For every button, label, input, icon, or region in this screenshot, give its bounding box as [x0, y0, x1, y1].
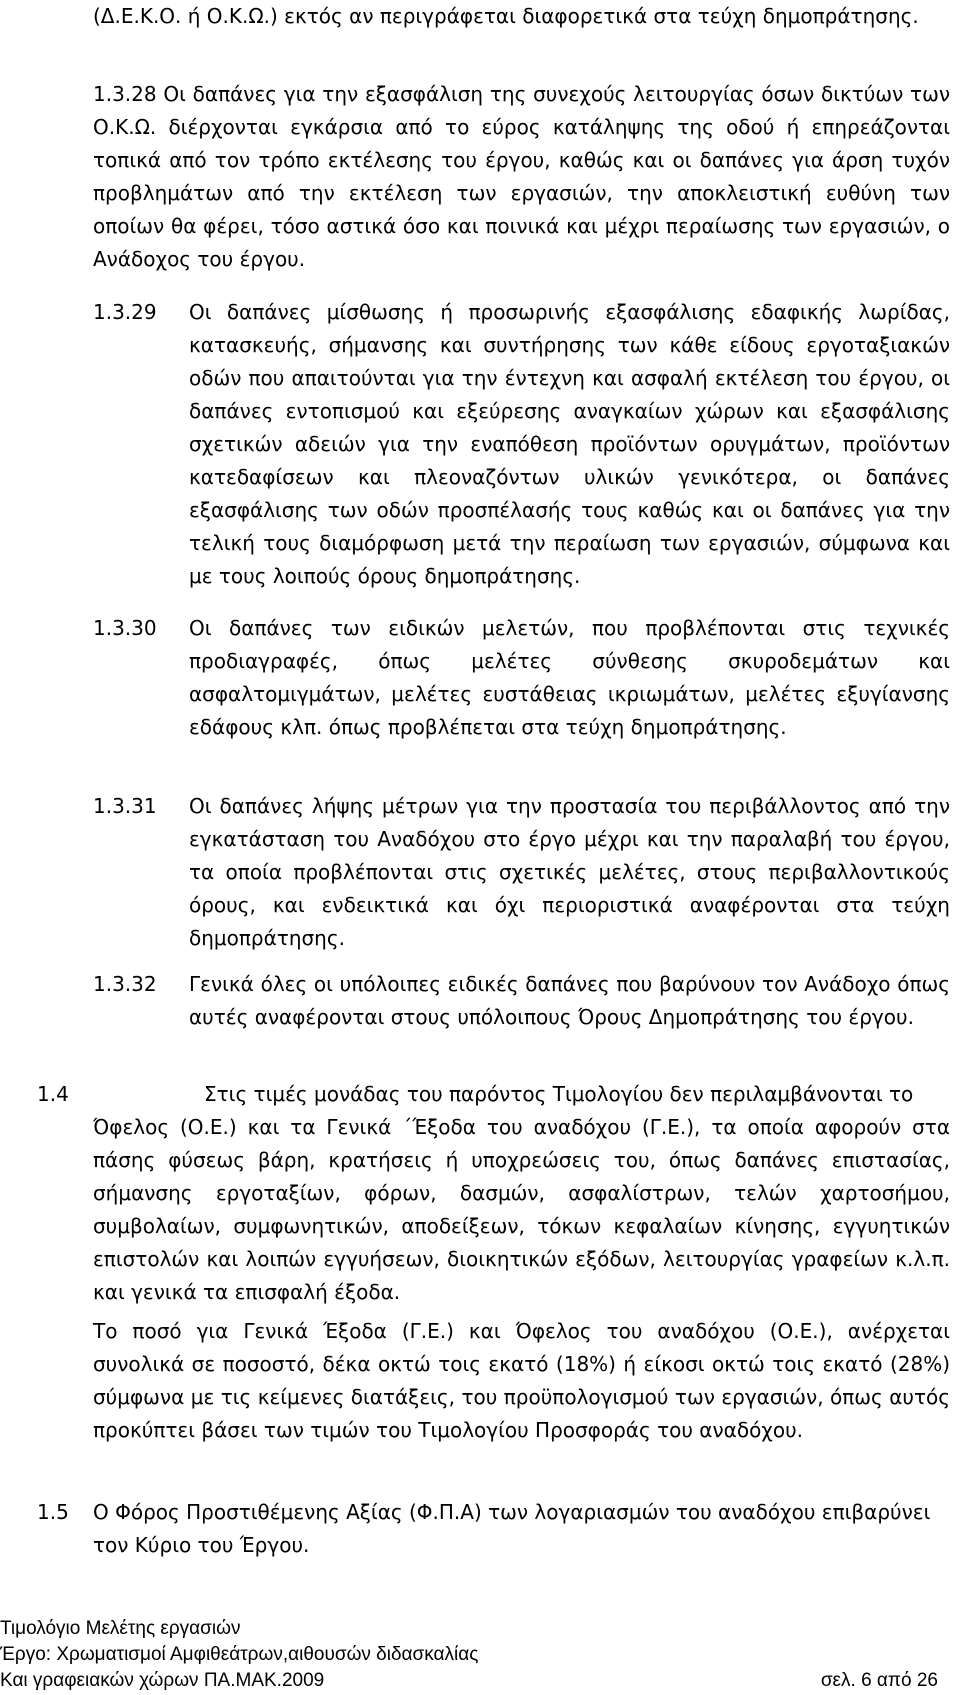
footer-line-3: Και γραφειακών χώρων ΠΑ.ΜΑΚ.2009: [0, 1670, 325, 1691]
intro-paragraph: [93, 0, 950, 33]
item-1-4-body: [93, 1111, 950, 1309]
section-number: 1.3.29: [93, 300, 157, 324]
page-number: σελ. 6 από 26: [820, 1670, 938, 1691]
section-text: Γενικά όλες οι υπόλοιπες ειδικές δαπάνες που βαρύνουν τον Ανάδοχο όπως αυτές αναφέρονται στους υπόλοιπους Όρους Δημοπράτησης του έργου.: [189, 972, 950, 1029]
section-text: Οι δαπάνες μίσθωσης ή προσωρινής εξασφάλισης εδαφικής λωρίδας, κατασκευής, σήμανσης και συντήρησης των κάθε είδους εργοταξιακών οδών που απαιτούνται για την έντεχνη και ασφαλή εκτέλεση του έργου, οι δαπάνες εντοπισμού και εξεύρεσης αναγκαίων χώρων και εξασφάλισης σχετικών αδειών για την εναπόθεση προϊόντων ορυγμάτων, προϊόντων κατεδαφίσεων και πλεοναζόντων υλικών γενικότερα, οι δαπάνες εξασφάλισης των οδών προσπέλασής τους καθώς και οι δαπάνες για την τελική τους διαμόρφωση μετά την περαίωση των εργασιών, σύμφωνα και με τους λοιπούς όρους δημοπράτησης.: [189, 300, 950, 588]
item-1-4-text: Όφελος (Ο.Ε.) και τα Γενικά ΄Έξοδα του αναδόχου (Γ.Ε.), τα οποία αφορούν στα πάσης φύσεως βάρη, κρατήσεις ή υποχρεώσεις του, όπως δαπάνες επιστασίας, σήμανσης εργοταξίων, φόρων, δασμών, ασφαλίστρων, τελών χαρτοσήμου, συμβολαίων, συμφωνητικών, αποδείξεων, τόκων κεφαλαίων κίνησης, εγγυητικών επιστολών και λοιπών εγγυήσεων, διοικητικών εξόδων, λειτουργίας γραφείων κ.λ.π. και γενικά τα επισφαλή έξοδα.: [93, 1115, 950, 1304]
section-1-3-28: [93, 78, 950, 276]
item-1-5-text: Ο Φόρος Προστιθέμενης Αξίας (Φ.Π.Α) των λογαριασμών του αναδόχου επιβαρύνει τον Κύριο του Έργου.: [93, 1500, 931, 1557]
item-number: 1.5: [37, 1500, 69, 1524]
section-number: 1.3.30: [93, 616, 157, 640]
intro-text: (Δ.Ε.Κ.Ο. ή Ο.Κ.Ω.) εκτός αν περιγράφεται διαφορετικά στα τεύχη δημοπράτησης.: [93, 4, 919, 28]
section-1-3-32: [189, 968, 950, 1034]
item-1-4-text-2: Το ποσό για Γενικά Έξοδα (Γ.Ε.) και Όφελος του αναδόχου (Ο.Ε.), ανέρχεται συνολικά σε ποσοστό, δέκα οκτώ τοις εκατό (18%) ή είκοσι οκτώ τοις εκατό (28%) σύμφωνα με τις κείμενες διατάξεις, του προϋπολογισμού των εργασιών, όπως αυτός προκύπτει βάσει των τιμών του Τιμολογίου Προσφοράς του αναδόχου.: [93, 1319, 950, 1442]
item-1-4-paragraph-2: [93, 1315, 950, 1447]
footer-line-2: Έργο: Χρωματισμοί Αμφιθεάτρων,αιθουσών διδασκαλίας: [0, 1644, 479, 1665]
section-1-3-28-text: 1.3.28 Οι δαπάνες για την εξασφάλιση της συνεχούς λειτουργίας όσων δικτύων των Ο.Κ.Ω. διέρχονται εγκάρσια από το εύρος κατάληψης της οδού ή επηρεάζονται τοπικά από τον τρόπο εκτέλεσης του έργου, καθώς και οι δαπάνες για άρση τυχόν προβλημάτων από την εκτέλεση των εργασιών, την αποκλειστική ευθύνη των οποίων θα φέρει, τόσο αστικά όσο και ποινικά και μέχρι περαίωσης των εργασιών, ο Ανάδοχος του έργου.: [93, 82, 951, 271]
item-1-4-lead: Στις τιμές μονάδας του παρόντος Τιμολογίου δεν περιλαμβάνονται το: [204, 1082, 914, 1106]
section-number: 1.3.32: [93, 972, 157, 996]
item-1-4-first-line: [204, 1078, 950, 1111]
section-1-3-29: [189, 296, 950, 593]
section-number: 1.3.28: [93, 82, 157, 106]
item-number: 1.4: [37, 1082, 69, 1106]
section-1-3-30: [189, 612, 950, 744]
section-text: Οι δαπάνες λήψης μέτρων για την προστασία του περιβάλλοντος από την εγκατάσταση του Αναδόχου στο έργο μέχρι και την παραλαβή του έργου, τα οποία προβλέπονται στις σχετικές μελέτες, στους περιβαλλοντικούς όρους, και ενδεικτικά και όχι περιοριστικά αναφέρονται στα τεύχη δημοπράτησης.: [189, 794, 950, 950]
section-1-3-31: [189, 790, 950, 955]
item-1-5: [93, 1496, 950, 1562]
footer-line-1: Τιμολόγιο Μελέτης εργασιών: [0, 1618, 241, 1639]
section-number: 1.3.31: [93, 794, 157, 818]
section-text: Οι δαπάνες των ειδικών μελετών, που προβλέπονται στις τεχνικές προδιαγραφές, όπως μελέτες σύνθεσης σκυροδεμάτων και ασφαλτομιγμάτων, μελέτες ευστάθειας ικριωμάτων, μελέτες εξυγίανσης εδάφους κλπ. όπως προβλέπεται στα τεύχη δημοπράτησης.: [189, 616, 950, 739]
